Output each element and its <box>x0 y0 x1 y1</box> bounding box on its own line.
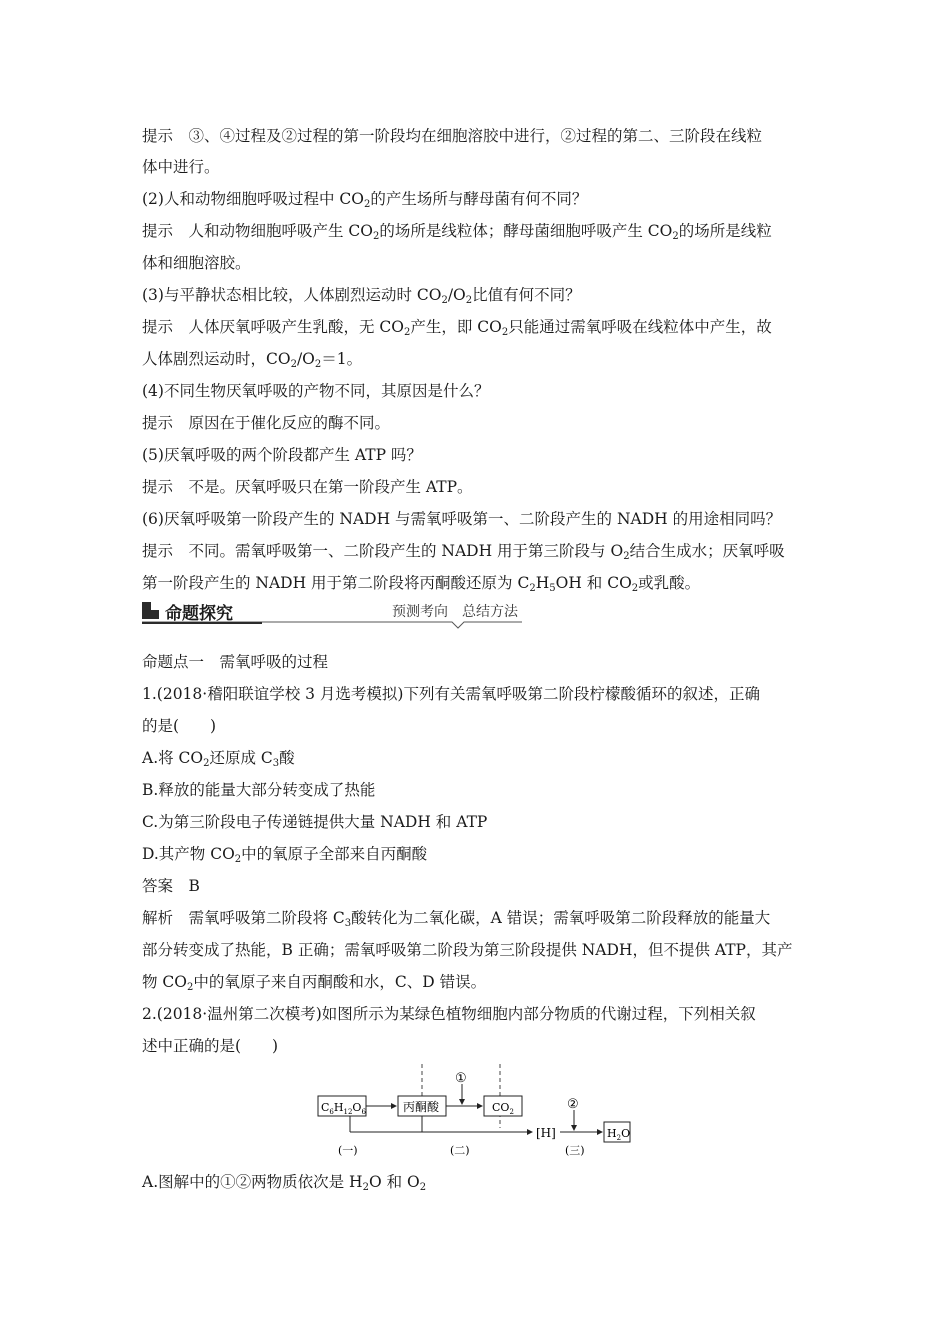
problem-2-option-a: A.图解中的①②两物质依次是 $H_2O$ 和 $O_2$ <box>142 1173 427 1193</box>
explanation-line-2: 部分转变成了热能，B 正确；需氧呼吸第二阶段为第三阶段提供 NADH，但不提供 ATP，其产 <box>142 941 793 959</box>
option-b: B.释放的能量大部分转变成了热能 <box>142 781 376 799</box>
stage-2-label: (二) <box>450 1144 470 1157</box>
section-title: 命题探究 <box>165 604 233 624</box>
problem-2-line-2: 述中正确的是( ) <box>142 1037 279 1055</box>
problem-1-line-1: 1.(2018·稽阳联谊学校 3 月选考模拟)下列有关需氧呼吸第二阶段柠檬酸循环的叙述，正确 <box>142 685 760 703</box>
answer-4: 提示 原因在于催化反应的酶不同。 <box>142 414 391 432</box>
marker-1: ① <box>455 1071 467 1086</box>
question-2: (2)人和动物细胞呼吸过程中 $CO_2$的产生场所与酵母菌有何不同？ <box>142 190 588 210</box>
water-label: $H_2O$ <box>607 1127 631 1142</box>
pyruvate-label: 丙酮酸 <box>403 1100 440 1114</box>
h-label: [H] <box>536 1126 556 1140</box>
section-header <box>142 600 522 630</box>
explanation-line-1: 解析 需氧呼吸第二阶段将 $C_3$酸转化为二氧化碳，A 错误；需氧呼吸第二阶段释放的能量大 <box>142 909 771 929</box>
problem-1-line-2: 的是( ) <box>142 717 217 735</box>
hint-line-1: 提示 ③、④过程及②过程的第一阶段均在细胞溶胶中进行，②过程的第二、三阶段在线粒 <box>142 127 763 145</box>
option-a: A.将 $CO_2$还原成 $C_3$酸 <box>142 749 295 769</box>
hint-line-2: 体中进行。 <box>142 158 220 176</box>
answer-3-line-1: 提示 人体厌氧呼吸产生乳酸，无 $CO_2$产生，即 $CO_2$只能通过需氧呼吸在线粒体中产生，故 <box>142 318 772 338</box>
problem-2-line-1: 2.(2018·温州第二次模考)如图所示为某绿色植物细胞内部分物质的代谢过程，下列相关叙 <box>142 1005 756 1023</box>
option-d: D.其产物 $CO_2$中的氧原子全部来自丙酮酸 <box>142 845 428 865</box>
answer-6-line-2: 第一阶段产生的 NADH 用于第二阶段将丙酮酸还原为 $C_2H_5OH$ 和 $CO_2$或乳酸。 <box>142 574 701 594</box>
answer-6-line-1: 提示 不同。需氧呼吸第一、二阶段产生的 NADH 用于第三阶段与 $O_2$结合生成水；厌氧呼吸 <box>142 542 785 562</box>
question-4: (4)不同生物厌氧呼吸的产物不同，其原因是什么？ <box>142 382 490 400</box>
stage-3-label: (三) <box>565 1144 585 1157</box>
stage-1-label: (一) <box>338 1144 358 1157</box>
question-3: (3)与平静状态相比较，人体剧烈运动时 $CO_2/O_2$比值有何不同？ <box>142 286 581 306</box>
explanation-line-3: 物 $CO_2$中的氧原子来自丙酮酸和水，C、D 错误。 <box>142 973 487 993</box>
metabolism-diagram <box>310 1064 650 1164</box>
option-c: C.为第三阶段电子传递链提供大量 NADH 和 ATP <box>142 813 488 831</box>
question-5: (5)厌氧呼吸的两个阶段都产生 ATP 吗？ <box>142 446 422 464</box>
question-6: (6)厌氧呼吸第一阶段产生的 NADH 与需氧呼吸第一、二阶段产生的 NADH 的用途相同吗？ <box>142 510 782 528</box>
answer-3-line-2: 人体剧烈运动时，$CO_2/O_2=1$。 <box>142 350 363 370</box>
section-underline <box>142 620 522 632</box>
answer-5: 提示 不是。厌氧呼吸只在第一阶段产生 ATP。 <box>142 478 473 496</box>
glucose-label: $C_6H_{12}O_6$ <box>321 1101 366 1116</box>
answer-2-line-2: 体和细胞溶胶。 <box>142 254 251 272</box>
answer-1: 答案 B <box>142 877 200 895</box>
co2-label: $CO_2$ <box>492 1101 514 1116</box>
answer-2-line-1: 提示 人和动物细胞呼吸产生 $CO_2$的场所是线粒体；酵母菌细胞呼吸产生 $CO_2$的场所是线粒 <box>142 222 772 242</box>
marker-2: ② <box>567 1097 579 1112</box>
proposition-point-1: 命题点一 需氧呼吸的过程 <box>142 653 329 671</box>
section-subtitle: 预测考向 总结方法 <box>392 604 518 620</box>
